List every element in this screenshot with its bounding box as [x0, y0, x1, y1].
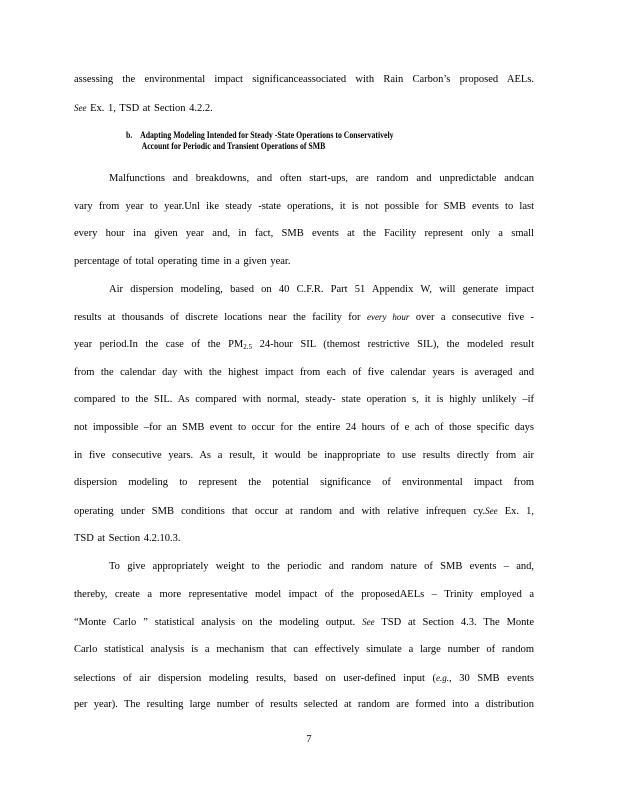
text-run: operating under SMB conditions that occur at random and with relative infrequen cy. [74, 506, 486, 517]
citation-signal: See [74, 103, 87, 113]
text-run: year period.In the case of the PM [74, 339, 244, 350]
body-line [74, 101, 534, 116]
body-line: Malfunctions and breakdowns, and often start-ups, are random and unpredictable andcan [109, 173, 534, 184]
citation-signal: See [485, 506, 498, 516]
heading-line: Adapting Modeling Intended for Steady -State Operations to Conservatively [140, 131, 394, 141]
page-number: 7 [306, 734, 312, 745]
body-line: TSD at Section 4.2.10.3. [74, 533, 181, 544]
emphasis: every hour [366, 312, 410, 322]
subscript: 2.5 [243, 343, 253, 351]
body-line [74, 671, 534, 686]
text-run: 24-hour SIL (themost restrictive SIL), the modeled result [259, 339, 534, 350]
body-line [74, 504, 534, 519]
body-line: assessing the environmental impact significanceassociated with Rain Carbon’s proposed AELs. [74, 74, 534, 85]
text-run: selections of air dispersion modeling results, based on user-defined input ( [74, 673, 437, 684]
text-run: TSD at Section 4.3. The Monte [381, 617, 535, 628]
body-line: Carlo statistical analysis is a mechanism that can effectively simulate a large number of random [74, 644, 534, 655]
body-line: from the calendar day with the highest impact from each of five calendar years is averaged and [74, 367, 534, 378]
body-line: in five consecutive years. As a result, it would be inappropriate to use results directly from air [74, 450, 534, 461]
body-line: To give appropriately weight to the periodic and random nature of SMB events – and, [109, 561, 534, 572]
body-line [74, 615, 534, 630]
body-line: not impossible –for an SMB event to occur for the entire 24 hours of e ach of those specific days [74, 422, 534, 433]
section-heading [126, 131, 394, 153]
body-line: thereby, create a more representative model impact of the proposedAELs – Trinity employed a [74, 589, 534, 600]
citation-signal: See [362, 617, 375, 627]
text-run: results at thousands of discrete locations near the facility for [74, 312, 361, 323]
body-line: dispersion modeling to represent the potential significance of environmental impact from [74, 477, 534, 488]
heading-line: Account for Periodic and Transient Operations of SMB [141, 142, 326, 152]
body-line: vary from year to year.Unl ike steady -state operations, it is not possible for SMB events to last [74, 201, 534, 212]
heading-label: b. [126, 131, 133, 141]
citation-text: Ex. 1, [504, 506, 535, 517]
body-line: Air dispersion modeling, based on 40 C.F.R. Part 51 Appendix W, will generate impact [109, 284, 534, 295]
emphasis: e.g. [436, 673, 450, 683]
text-run: over a consecutive five - [415, 312, 535, 323]
body-line [74, 310, 534, 325]
body-line [74, 338, 534, 354]
citation-text: Ex. 1, TSD at Section 4.2.2. [90, 103, 213, 114]
body-line: every hour ina given year and, in fact, SMB events at the Facility represent only a small [74, 228, 534, 239]
body-line: per year). The resulting large number of results selected at random are formed into a distribution [74, 699, 534, 710]
body-line: compared to the SIL. As compared with normal, steady- state operation s, it is highly unlikely –if [74, 394, 534, 405]
body-line: percentage of total operating time in a given year. [74, 256, 291, 267]
text-run: , 30 SMB events [449, 673, 534, 684]
text-run: “Monte Carlo ” statistical analysis on the modeling output. [74, 617, 356, 628]
